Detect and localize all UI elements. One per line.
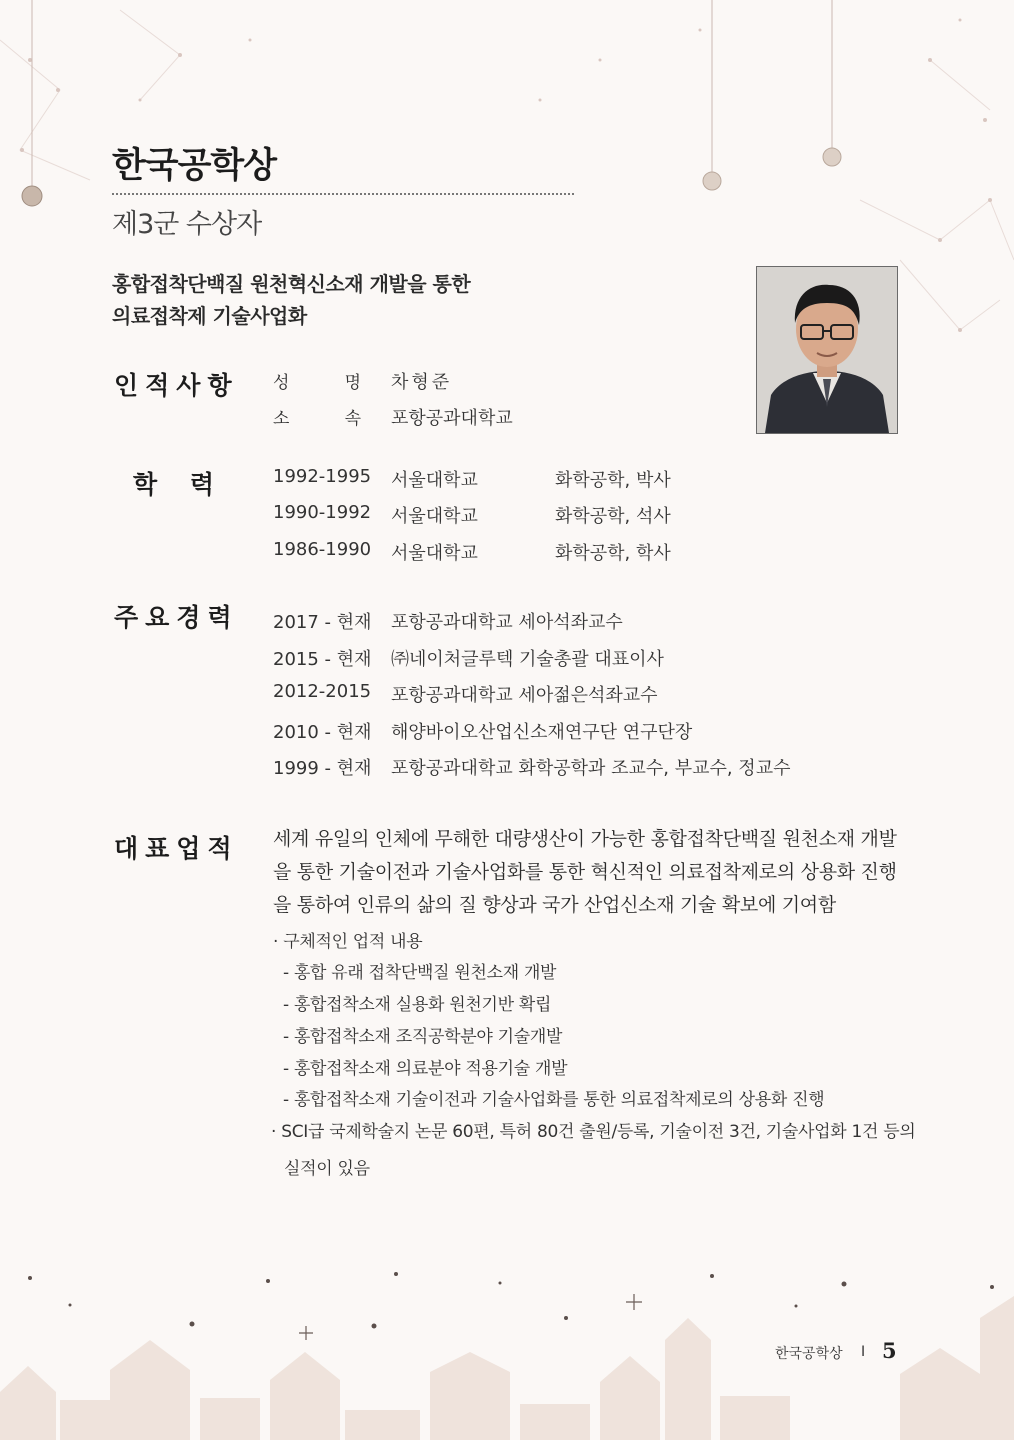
education-school: 서울대학교: [391, 470, 478, 491]
education-period: 1990-1992: [273, 502, 372, 523]
award-headline: [112, 268, 470, 332]
achievement-detail-heading: · 구체적인 업적 내용: [273, 932, 423, 952]
achievement-sci-line-1: · SCI급 국제학술지 논문 60편, 특허 80건 출원/등록, 기술이전 3건, 기술사업화 1건 등의: [271, 1122, 916, 1142]
career-period: 1999 - 현재: [273, 758, 372, 779]
headline-line-2: 의료접착제 기술사업화: [112, 304, 307, 328]
career-desc: 포항공과대학교 화학공학과 조교수, 부교수, 정교수: [391, 758, 791, 779]
headline-line-1: 홍합접착단백질 원천혁신소재 개발을 통한: [112, 272, 471, 296]
footer-label: 한국공학상: [775, 1346, 843, 1362]
achievement-item: - 홍합 유래 접착단백질 원천소재 개발: [283, 963, 557, 983]
page-title: 한국공학상: [112, 146, 277, 186]
achievement-item: - 홍합접착소재 실용화 원천기반 확립: [283, 995, 552, 1015]
name-label-a: 성: [273, 373, 290, 393]
section-label-achievements: 대표업적: [114, 834, 239, 863]
person-portrait-icon: [757, 267, 897, 433]
section-label-career: 주요경력: [114, 603, 239, 632]
page-number: 5: [882, 1338, 897, 1363]
education-degree: 화학공학, 석사: [555, 506, 671, 527]
career-desc: 해양바이오산업신소재연구단 연구단장: [391, 722, 693, 743]
achievement-item: - 홍합접착소재 의료분야 적용기술 개발: [283, 1059, 568, 1079]
career-period: 2010 - 현재: [273, 722, 372, 743]
career-desc: 포항공과대학교 세아석좌교수: [391, 612, 623, 633]
education-school: 서울대학교: [391, 506, 478, 527]
achievement-item: - 홍합접착소재 조직공학분야 기술개발: [283, 1027, 563, 1047]
career-desc: ㈜네이처글루텍 기술총괄 대표이사: [391, 649, 664, 670]
awardee-photo: [756, 266, 898, 434]
footer-separator: I: [861, 1344, 866, 1360]
name-label-b: 명: [344, 373, 361, 393]
career-period: 2012-2015: [273, 681, 372, 702]
affiliation-label: [273, 404, 361, 429]
education-degree: 화학공학, 학사: [555, 543, 671, 564]
achievement-item: - 홍합접착소재 기술이전과 기술사업화를 통한 의료접착제로의 상용화 진행: [283, 1090, 825, 1110]
education-school: 서울대학교: [391, 543, 478, 564]
award-category: 제3군 수상자: [112, 209, 262, 240]
achievement-summary: 세계 유일의 인체에 무해한 대량생산이 가능한 홍합접착단백질 원천소재 개발을 통한 기술이전과 기술사업화를 통한 혁신적인 의료접착제로의 상용화 진행을 통하여 인류의 삶의 질 향상과 국가 산업신소재 기술 확보에 기여함: [273, 828, 897, 916]
affil-label-a: 소: [273, 409, 290, 429]
title-divider: [112, 193, 574, 195]
awardee-name: 차형준: [391, 372, 453, 393]
affil-label-b: 속: [344, 409, 361, 429]
section-label-education: 학 력: [133, 470, 227, 499]
career-desc: 포항공과대학교 세아젊은석좌교수: [391, 685, 658, 706]
career-period: 2017 - 현재: [273, 612, 372, 633]
name-label: [273, 368, 361, 393]
section-label-personal: 인적사항: [114, 371, 239, 400]
education-period: 1986-1990: [273, 539, 372, 560]
career-period: 2015 - 현재: [273, 649, 372, 670]
awardee-affiliation: 포항공과대학교: [391, 408, 513, 429]
achievement-sci-line-2: 실적이 있음: [284, 1159, 370, 1179]
education-period: 1992-1995: [273, 466, 372, 487]
education-degree: 화학공학, 박사: [555, 470, 671, 491]
